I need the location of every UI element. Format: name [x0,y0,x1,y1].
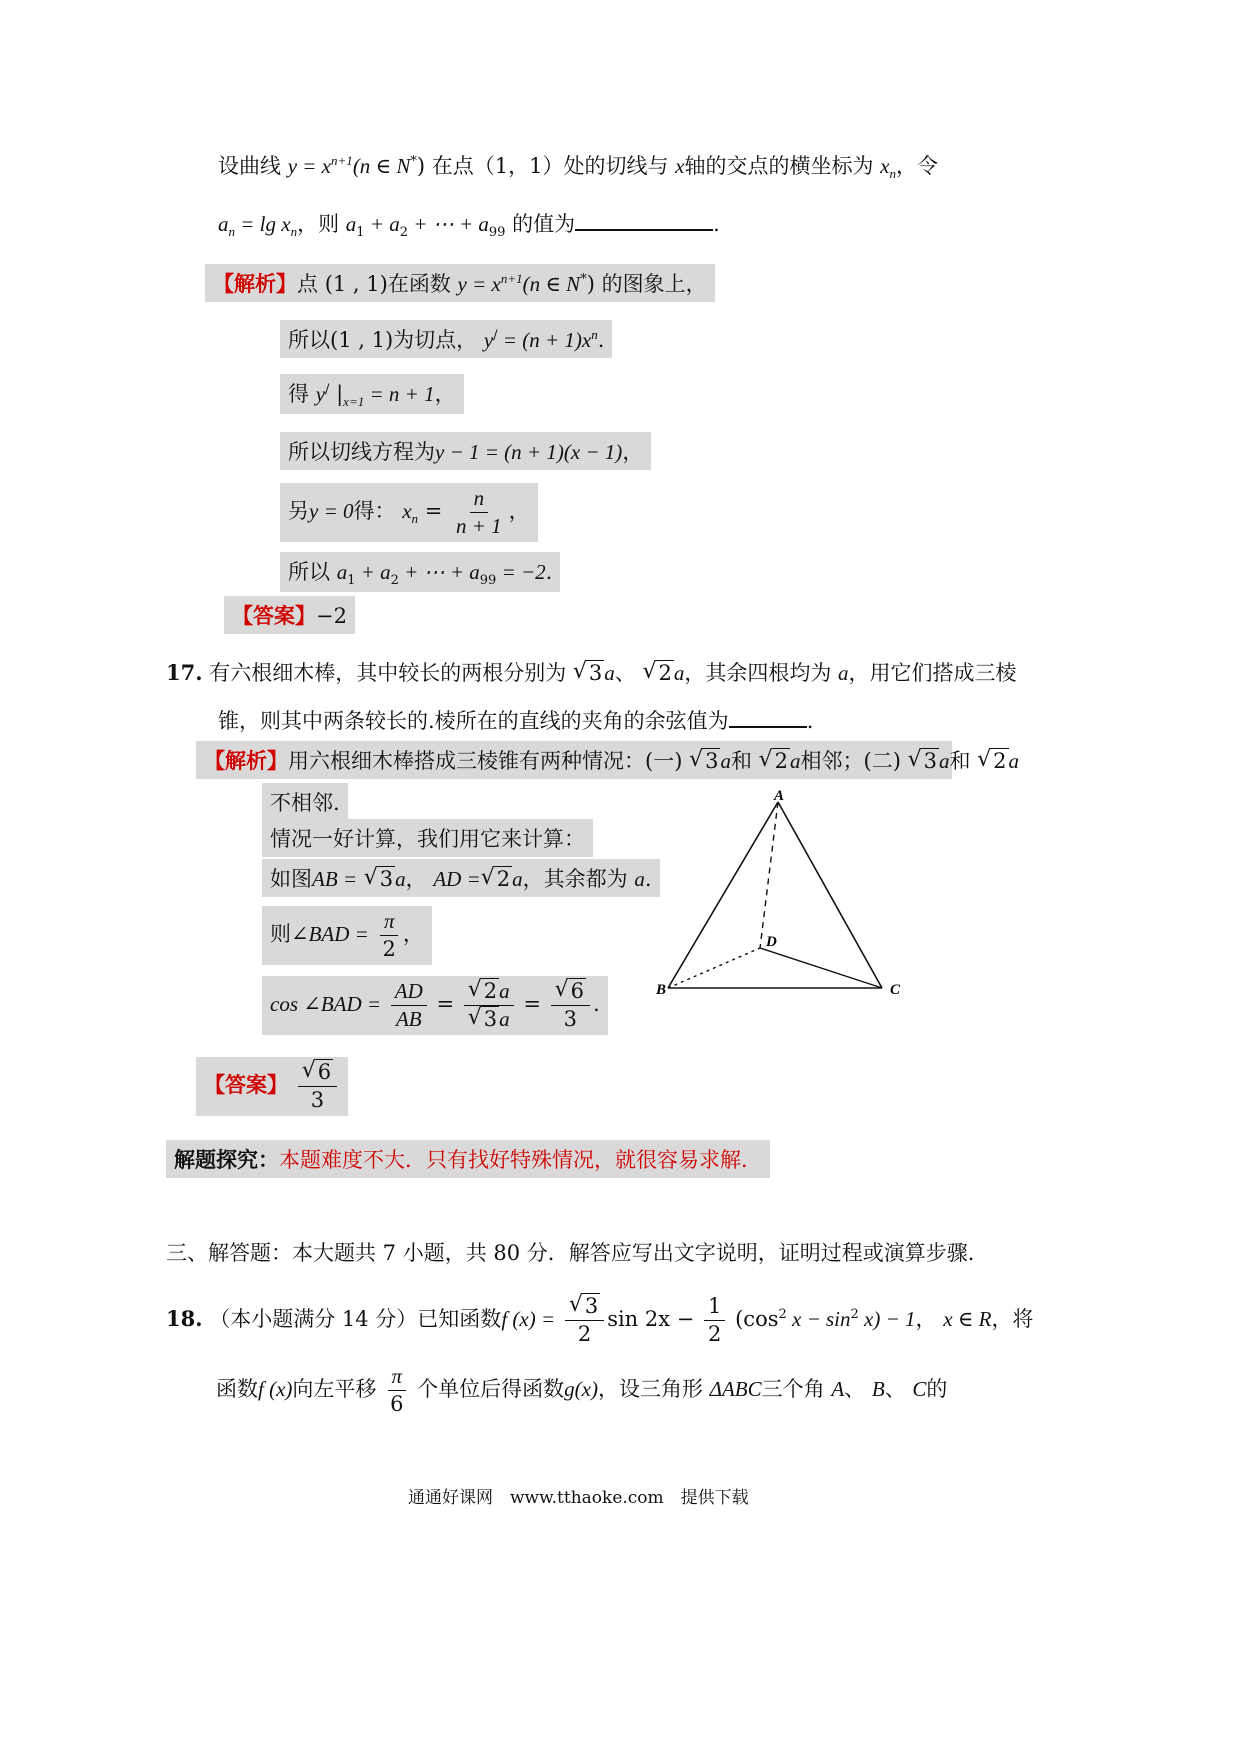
q16-step2: 得 y/ $|_{x=1} = n + 1$， [280,374,464,414]
q17-step2: 则∠BAD = $\frac{\pi}{2}$ ， [262,906,432,965]
fraction: $\frac{\pi}{6}$ [386,1365,407,1416]
footer: 通通好课网 www.tthaoke.com 提供下载 [408,1488,749,1508]
label-d: D [766,934,777,950]
q16-line2: $a_n = \lg x_n$，则 $a_1 + a_2$ + ⋯ + $a_{99}$ 的值为 . [218,212,720,241]
answer-blank [729,726,807,728]
fraction: √ $\frac{3}{2}$ [565,1295,604,1346]
fraction: √ $\frac{6}{3}$ [551,980,590,1031]
edge-ac [778,802,882,988]
q17-line1: 17. 有六根细木棒，其中较长的两根分别为 √ 3a、 √ 2a，其余四根均为 a，用它们搭成三棱 [166,657,1017,687]
q17-step3: cos ∠BAD = $\frac{AD}{AB}$ = √ 2a √ 3a = √ $\frac{6}{3}$ . [262,976,608,1035]
label-b: B [656,982,667,998]
fraction: $\frac{n}{n + 1}$ [456,486,502,539]
q17-step1: 如图AB = √ 3a， AD =√ 2a，其余都为 a. [262,859,660,897]
edge-ab [668,802,778,988]
fraction: √ 2a √ 3a [464,980,514,1031]
q17-answer: 【答案】 √ $\frac{6}{3}$ [196,1057,348,1116]
fraction: √ $\frac{6}{3}$ [298,1061,337,1112]
q17-analysis-line1: 【解析】用六根细木棒搭成三棱锥有两种情况：(一) √ 3a和 √ 2a相邻；(二) √ 3a和 √ 2a [196,741,952,779]
q17-analysis-line3: 情况一好计算，我们用它来计算： [262,819,593,857]
q16-step5: 所以 $a_1 + a_2$ + ⋯ + $a_{99} = -2$. [280,552,560,592]
q16-analysis-line1: 【解析】点 (1 , 1)在函数 $y = x^{n+1}(n$ ∈ N*) 的图象上， [205,264,715,302]
fraction: $\frac{AD}{AB}$ [391,980,427,1031]
q17-explore: 解题探究：本题难度不大．只有找好特殊情况，就很容易求解． [166,1140,770,1178]
edge-ad [760,802,778,948]
edge-bd [668,948,760,988]
q16-step4: 另y = 0得： $x_n$ = $\frac{n}{n + 1}$ ， [280,483,538,542]
tetrahedron-figure [650,780,920,1010]
q16-step1: 所以(1 , 1)为切点， $y^/ = (n + 1)x^n$. [280,320,612,358]
q16-answer: 【答案】−2 [224,596,355,634]
fraction: $\frac{\pi}{2}$ [379,910,400,961]
label-c: C [890,982,901,998]
fraction: $\frac{1}{2}$ [704,1295,725,1346]
label-a: A [774,788,785,804]
q17-line2: 锥，则其中两条较长的.棱所在的直线的夹角的余弦值为 . [218,709,814,733]
q16-line1: 设曲线 $y = x^{n+1}(n$ ∈ N*) 在点（1，1）处的切线与 x轴的交点的横坐标为 $x_n$，令 [218,153,939,182]
q18-line1: 18. （本小题满分 14 分）已知函数f (x) = √ $\frac{3}{2}$ sin 2x − $\frac{1}{2}$ ($\cos^2$ $x - \sin^2 x) - 1$， x ∈ R，将 [166,1295,1033,1346]
answer-blank [575,229,713,231]
q18-line2: 函数f (x)向左平移 $\frac{\pi}{6}$ 个单位后得函数g(x)，设三角形 ΔABC三个角 A、 B、 C的 [216,1364,948,1417]
q16-step3: 所以切线方程为y − 1 = (n + 1)(x − 1)， [280,432,651,470]
q17-analysis-line2: 不相邻. [262,783,348,821]
section3-heading: 三、解答题：本大题共 7 小题，共 80 分．解答应写出文字说明，证明过程或演算步骤． [166,1241,989,1265]
